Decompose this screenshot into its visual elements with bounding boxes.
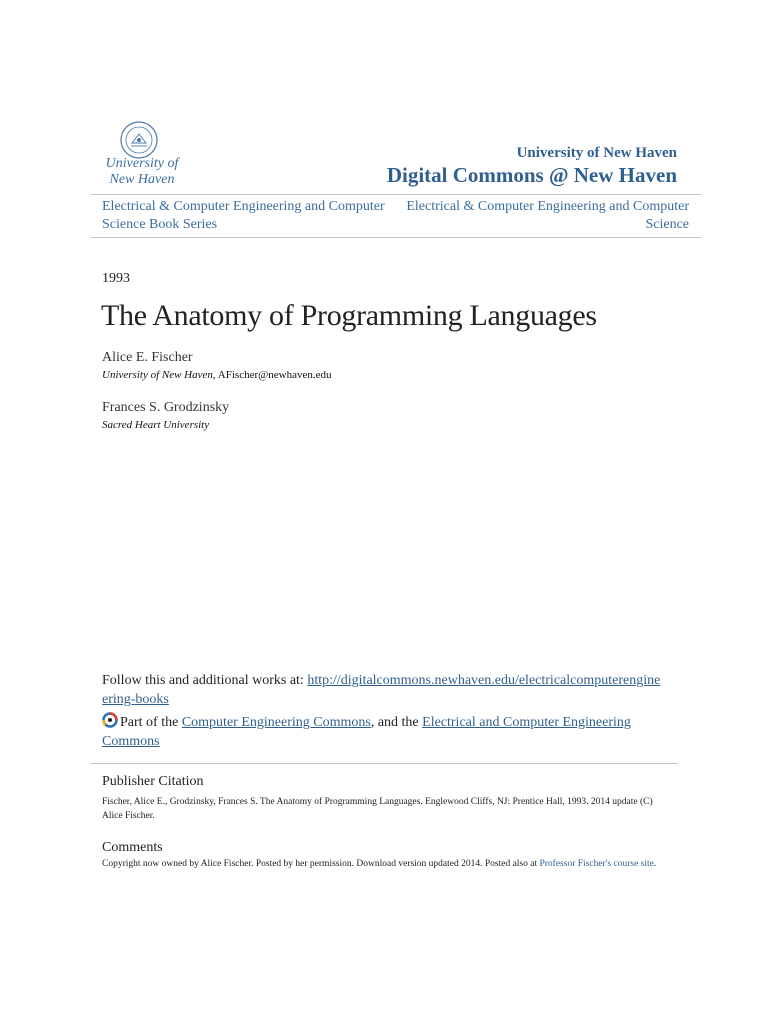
comments-heading: Comments [102, 840, 163, 855]
part-of-middle: , and the [370, 715, 423, 730]
author-institution-1: University of New Haven [102, 369, 213, 381]
follow-prefix: Follow this and additional works at: [102, 673, 308, 688]
university-seal-icon [119, 120, 159, 160]
course-site-link[interactable]: Professor Fischer's course site [539, 859, 654, 869]
author-affiliation-2 [102, 419, 209, 431]
series-divider [91, 237, 701, 238]
network-icon [102, 712, 118, 728]
computer-engineering-commons-link[interactable]: Computer Engineering Commons [181, 715, 371, 730]
department-link[interactable]: Electrical & Computer Engineering and Computer Science [406, 199, 689, 232]
repository-header [387, 144, 677, 188]
book-series-link[interactable]: Electrical & Computer Engineering and Computer Science Book Series [102, 199, 385, 232]
follow-url-link[interactable]: http://digitalcommons.newhaven.edu/electricalcomputerengineering-books [102, 673, 661, 707]
header-divider [91, 194, 701, 195]
university-name[interactable]: University of New Haven [516, 145, 677, 161]
author-name-1: Alice E. Fischer [102, 350, 193, 365]
repository-name[interactable]: Digital Commons @ New Haven [386, 163, 677, 187]
university-logo-text [102, 156, 182, 188]
document-title: The Anatomy of Programming Languages [101, 299, 597, 332]
publisher-citation-heading: Publisher Citation [102, 774, 204, 789]
citation-divider [91, 763, 678, 764]
author-name-2: Frances S. Grodzinsky [102, 400, 230, 415]
author-institution-2: Sacred Heart University [102, 419, 210, 431]
comments-text [102, 857, 672, 871]
comments-end: . [653, 859, 657, 869]
publication-year: 1993 [102, 271, 130, 286]
publisher-citation-text: Fischer, Alice E., Grodzinsky, Frances S. The Anatomy of Programming Languages. Englewood Cliffs, NJ: Prentice Hall, 1993. 2014 update (C) Alice Fischer. [102, 797, 653, 821]
ece-commons-link[interactable]: Electrical and Computer Engineering Commons [102, 715, 631, 749]
comments-body: Copyright now owned by Alice Fischer. Posted by her permission. Download version updated 2014. Posted also at [102, 859, 540, 869]
part-of-commons [102, 712, 662, 751]
follow-works [102, 671, 662, 709]
author-affiliation-1 [102, 369, 331, 381]
university-logo-line1: University of [105, 156, 179, 171]
part-of-prefix: Part of the [120, 715, 182, 730]
author-email-1: , AFischer@newhaven.edu [212, 369, 332, 381]
university-logo-line2: New Haven [109, 172, 175, 187]
